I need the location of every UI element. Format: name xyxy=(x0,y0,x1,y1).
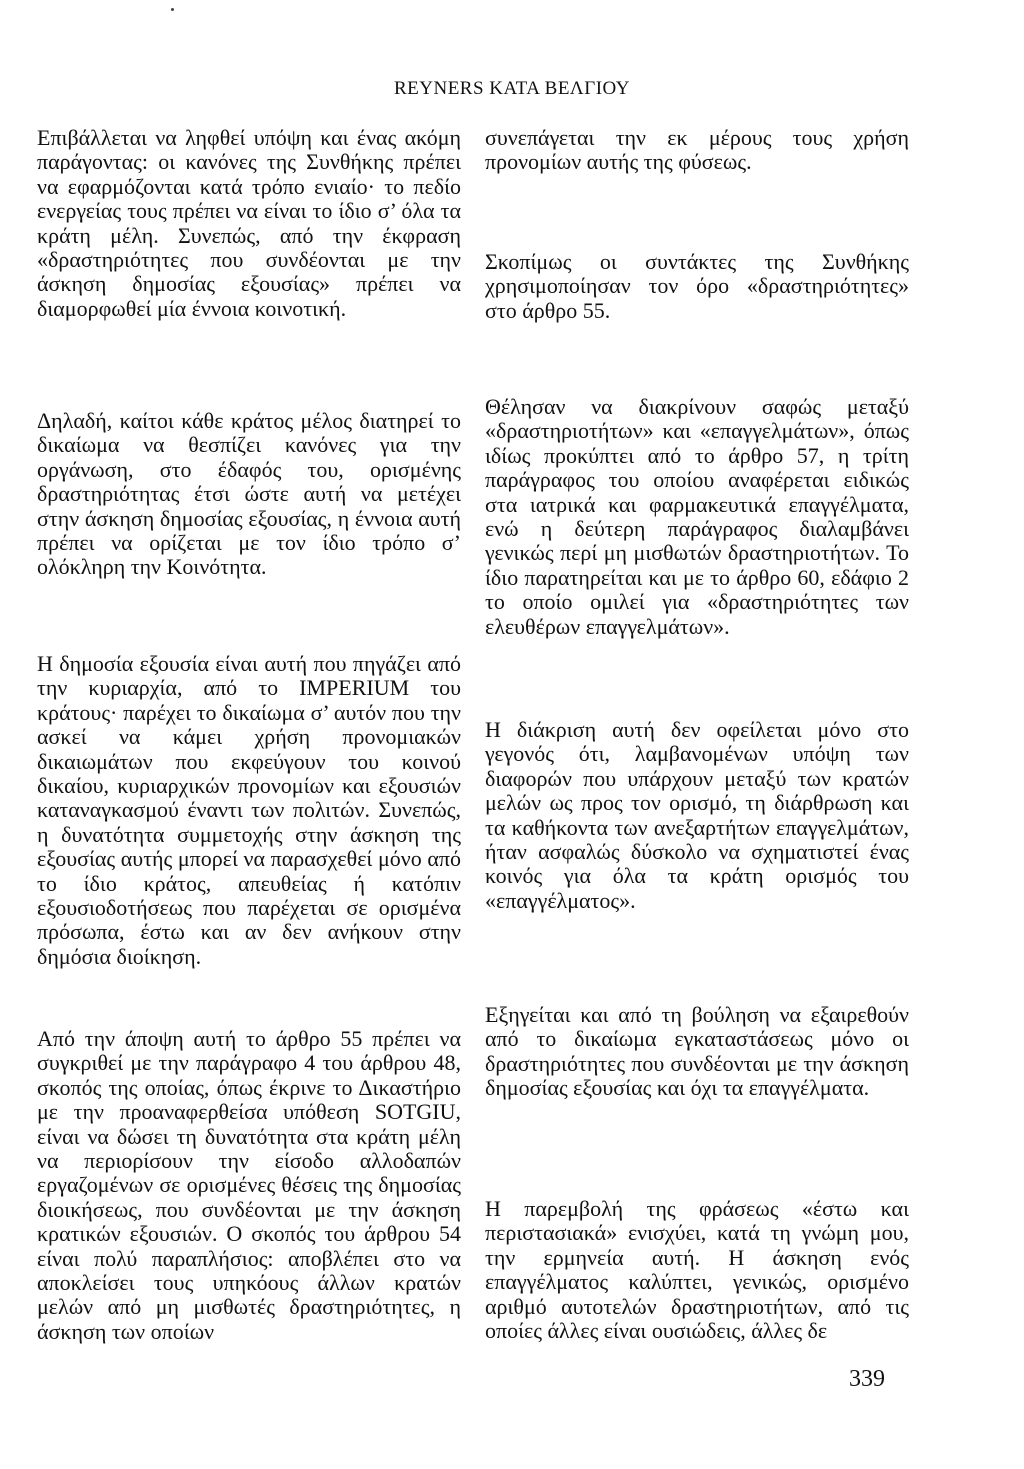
left-paragraph-3: Η δημοσία εξουσία είναι αυτή που πηγάζει από την κυριαρχία, από το IMPERIUM του κράτους· παρέχει το δικαίωμα σ’ αυτόν που την ασκεί να κάμει χρήση προνομιακών δικαιωμάτων που εκφεύγουν του κοινού δικαίου, κυριαρχικών προνομίων και εξουσιών καταναγκασμού έναντι των πολιτών. Συνεπώς, η δυνατότητα συμμετοχής στην άσκηση της εξουσίας αυτής μπορεί να παρασχεθεί μόνο από το ίδιο κράτος, απευθείας ή κατόπιν εξουσιοδοτήσεως που παρέχεται σε ορισμένα πρόσωπα, έστω και αν δεν ανήκουν στην δημόσια διοίκηση. xyxy=(37,651,461,969)
running-head: REYNERS ΚΑΤΑ ΒΕΛΓΙΟΥ xyxy=(393,78,631,99)
right-paragraph-5: Εξηγείται και από τη βούληση να εξαιρεθούν από το δικαίωμα εγκαταστάσεως μόνο οι δραστηριότητες που συνδέονται με την άσκηση δημοσίας εξουσίας και όχι τα επαγγέλματα. xyxy=(485,1002,909,1101)
left-paragraph-1: Επιβάλλεται να ληφθεί υπόψη και ένας ακόμη παράγοντας: οι κανόνες της Συνθήκης πρέπει να εφαρμόζονται κατά τρόπο ενιαίο· το πεδίο ενεργείας τους πρέπει να είναι το ίδιο σ’ όλα τα κράτη μέλη. Συνεπώς, από την έκφραση «δραστηριότητες που συνδέονται με την άσκηση δημοσίας εξουσίας» πρέπει να διαμορφωθεί μία έννοια κοινοτική. xyxy=(37,125,461,321)
right-paragraph-6: Η παρεμβολή της φράσεως «έστω και περιστασιακά» ενισχύει, κατά τη γνώμη μου, την ερμηνεία αυτή. Η άσκηση ενός επαγγέλματος καλύπτει, γενικώς, ορισμένο αριθμό αυτοτελών δραστηριοτήτων, από τις οποίες άλλες είναι ουσιώδεις, άλλες δε xyxy=(485,1196,909,1344)
scan-speck xyxy=(171,8,174,11)
right-paragraph-1: συνεπάγεται την εκ μέρους τους χρήση προνομίων αυτής της φύσεως. xyxy=(485,125,909,175)
left-paragraph-4: Από την άποψη αυτή το άρθρο 55 πρέπει να συγκριθεί με την παράγραφο 4 του άρθρου 48, σκοπός της οποίας, όπως έκρινε το Δικαστήριο με την προαναφερθείσα υπόθεση SOTGIU, είναι να δώσει τη δυνατότητα στα κράτη μέλη να περιορίσουν την είσοδο αλλοδαπών εργαζομένων σε ορισμένες θέσεις της δημοσίας διοικήσεως, που συνδέονται με την άσκηση κρατικών εξουσιών. Ο σκοπός του άρθρου 54 είναι πολύ παραπλήσιος: αποβλέπει στο να αποκλείσει τους υπηκόους άλλων κρατών μελών από μη μισθωτές δραστηριότητες, η άσκηση των οποίων xyxy=(37,1026,461,1344)
right-paragraph-2: Σκοπίμως οι συντάκτες της Συνθήκης χρησιμοποίησαν τον όρο «δραστηριότητες» στο άρθρο 55. xyxy=(485,249,909,323)
right-paragraph-4: Η διάκριση αυτή δεν οφείλεται μόνο στο γεγονός ότι, λαμβανομένων υπόψη των διαφορών που υπάρχουν μεταξύ των κρατών μελών ως προς τον ορισμό, τη διάρθρωση και τα καθήκοντα των ανεξαρτήτων επαγγελμάτων, ήταν ασφαλώς δύσκολο να σχηματιστεί ένας κοινός για όλα τα κράτη ορισμός του «επαγγέλματος». xyxy=(485,717,909,913)
left-paragraph-2: Δηλαδή, καίτοι κάθε κράτος μέλος διατηρεί το δικαίωμα να θεσπίζει κανόνες για την οργάνωση, στο έδαφός του, ορισμένης δραστηριότητας έτσι ώστε αυτή να μετέχει στην άσκηση δημοσίας εξουσίας, η έννοια αυτή πρέπει να ορίζεται με τον ίδιο τρόπο σ’ ολόκληρη την Κοινότητα. xyxy=(37,408,461,580)
page-number: 339 xyxy=(849,1366,885,1392)
right-paragraph-3: Θέλησαν να διακρίνουν σαφώς μεταξύ «δραστηριοτήτων» και «επαγγελμάτων», όπως ιδίως προκύπτει από το άρθρο 57, η τρίτη παράγραφος του οποίου αναφέρεται ειδικώς στα ιατρικά και φαρμακευτικά επαγγέλματα, ενώ η δεύτερη παράγραφος διαλαμβάνει γενικώς περί μη μισθωτών δραστηριοτήτων. Το ίδιο παρατηρείται και με το άρθρο 60, εδάφιο 2 το οποίο ομιλεί για «δραστηριότητες των ελευθέρων επαγγελμάτων». xyxy=(485,394,909,639)
